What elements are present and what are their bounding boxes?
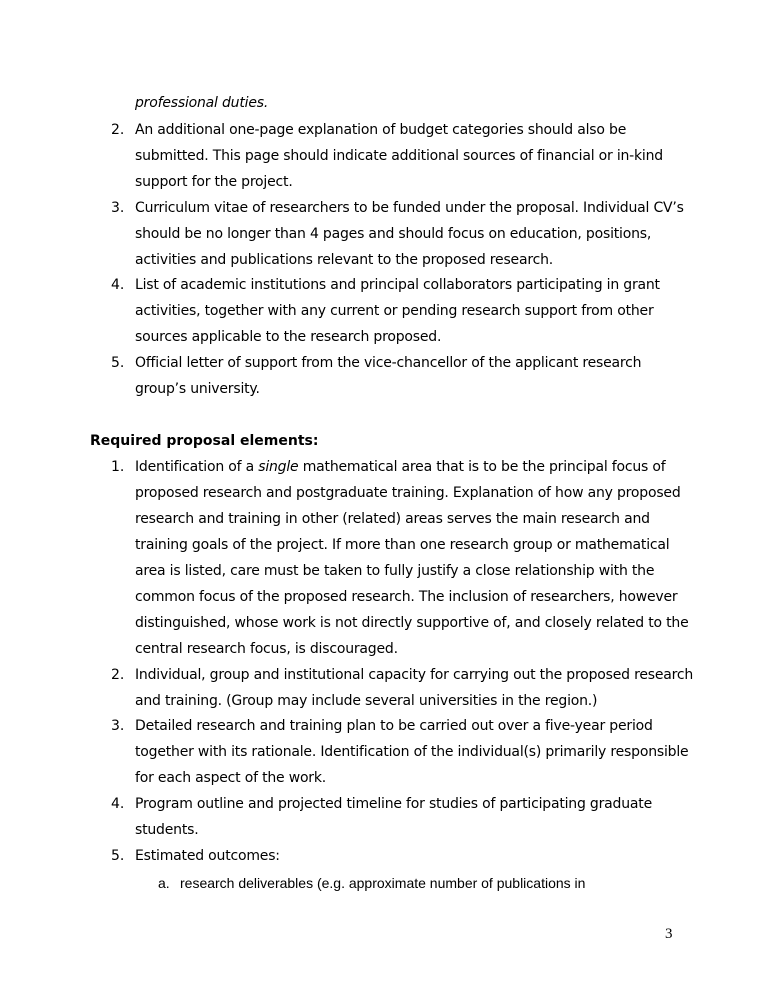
list-item-number: 5. bbox=[111, 848, 125, 864]
sublist-item-letter: a. bbox=[158, 875, 170, 891]
list-item-number: 4. bbox=[111, 796, 125, 812]
continuation-text: professional duties. bbox=[135, 95, 269, 111]
list-item-text: Detailed research and training plan to be carried out over a five-year period together with its rationale. Identification of the individual(s) primarily responsible for each aspect of the work. bbox=[135, 718, 689, 786]
list-item-text: Identification of a single mathematical area that is to be the principal focus of proposed research and postgraduate training. Explanation of how any proposed research and training in other (related) areas serves the main research and training goals of the project. If more than one research group or mathematical area is listed, care must be taken to fully justify a close relationship with the common focus of the proposed research. The inclusion of researchers, however distinguished, whose work is not directly supportive of, and closely related to the central research focus, is discouraged. bbox=[135, 459, 689, 657]
list-item-text: List of academic institutions and principal collaborators participating in grant activities, together with any current or pending research support from other sources applicable to the research proposed. bbox=[135, 277, 660, 345]
list-item-text: Estimated outcomes: bbox=[135, 848, 280, 864]
sublist-item-text: research deliverables (e.g. approximate number of publications in bbox=[180, 875, 586, 891]
list-item-text: Official letter of support from the vice-chancellor of the applicant research group’s university. bbox=[135, 355, 642, 397]
list-item-text: Curriculum vitae of researchers to be funded under the proposal. Individual CV’s should be no longer than 4 pages and should focus on education, positions, activities and publications relevant to the proposed research. bbox=[135, 200, 684, 268]
list-item-number: 1. bbox=[111, 459, 125, 475]
list-item-number: 2. bbox=[111, 667, 125, 683]
list-item-text: An additional one-page explanation of budget categories should also be submitted. This page should indicate additional sources of financial or in-kind support for the project. bbox=[135, 122, 663, 190]
list-item-number: 3. bbox=[111, 718, 125, 734]
list-item-text: Individual, group and institutional capacity for carrying out the proposed research and training. (Group may include several universities in the region.) bbox=[135, 667, 694, 709]
section-heading: Required proposal elements: bbox=[90, 433, 319, 449]
page-number: 3 bbox=[665, 926, 673, 942]
emphasis-text: single bbox=[258, 459, 299, 475]
list-item-number: 2. bbox=[111, 122, 125, 138]
list-item-number: 3. bbox=[111, 200, 125, 216]
list-item-number: 4. bbox=[111, 277, 125, 293]
list-item-number: 5. bbox=[111, 355, 125, 371]
list-item-text: Program outline and projected timeline for studies of participating graduate students. bbox=[135, 796, 652, 838]
